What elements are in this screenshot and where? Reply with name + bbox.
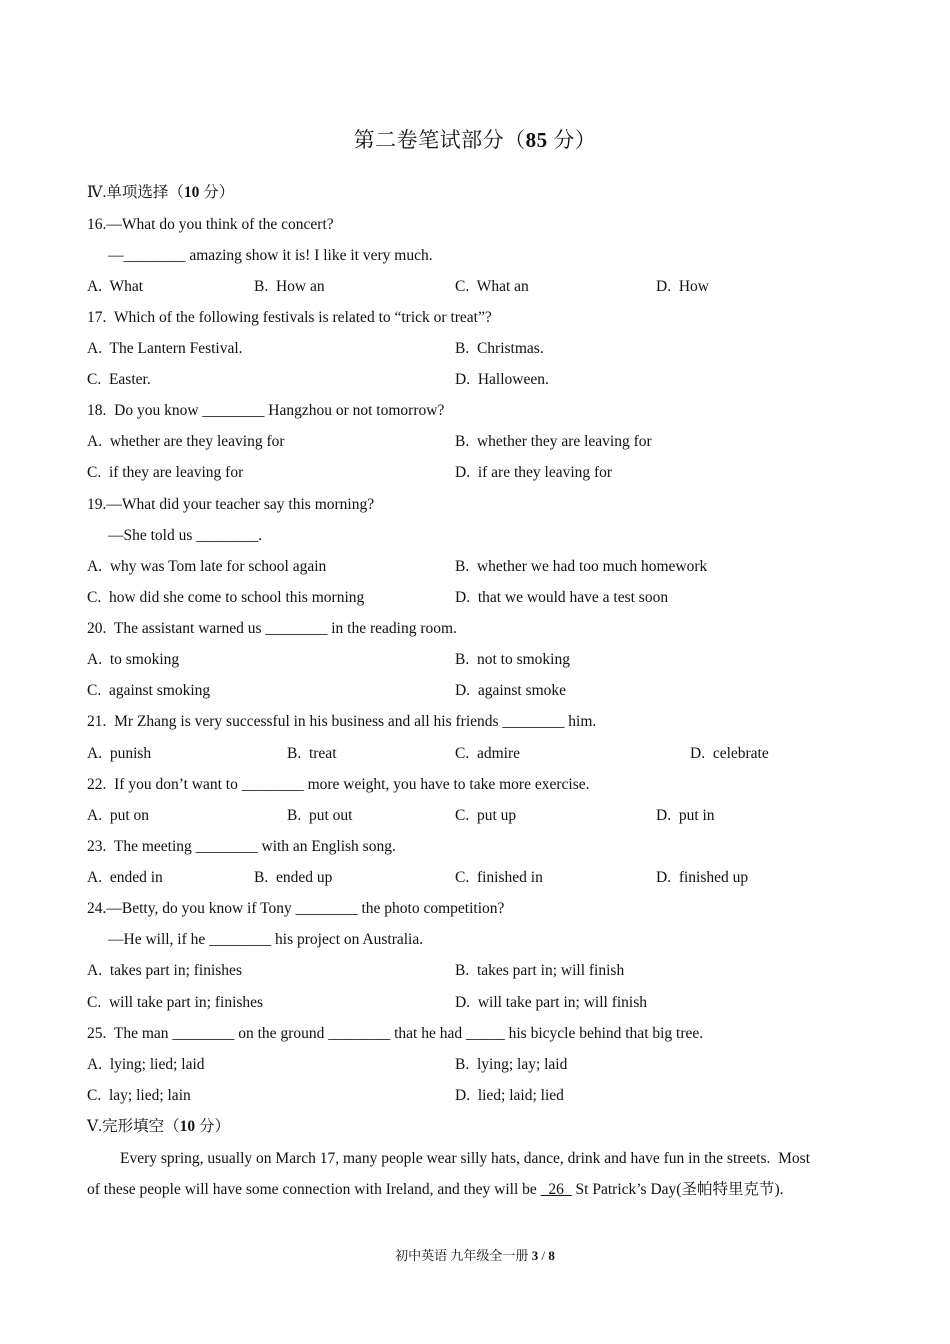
question-21-option-a: A. punish [87, 745, 152, 762]
question-19-option-b: B. whether we had too much homework [455, 558, 708, 575]
question-25-option-c: C. lay; lied; lain [87, 1087, 191, 1104]
question-24-stem-reply: —He will, if he ________ his project on Australia. [108, 931, 424, 948]
question-17-option-b: B. Christmas. [455, 340, 544, 357]
question-16-option-a: A. What [87, 278, 144, 295]
question-21-option-b: B. treat [287, 745, 337, 762]
question-16-option-d: D. How [656, 278, 709, 295]
question-25-option-a: A. lying; lied; laid [87, 1056, 205, 1073]
passage-line-1: Every spring, usually on March 17, many people wear silly hats, dance, drink and have fun in the streets. Most [120, 1150, 811, 1167]
question-25-stem: 25. The man ________ on the ground ________ that he had _____ his bicycle behind that big tree. [87, 1025, 704, 1042]
question-24-option-d: D. will take part in; will finish [455, 994, 648, 1011]
question-17-option-a: A. The Lantern Festival. [87, 340, 243, 357]
question-23-option-c: C. finished in [455, 869, 543, 886]
question-24-option-a: A. takes part in; finishes [87, 962, 242, 979]
question-25-option-d: D. lied; laid; lied [455, 1087, 564, 1104]
question-16-option-c: C. What an [455, 278, 529, 295]
question-17-option-c: C. Easter. [87, 371, 151, 388]
page-total: 8 [548, 1248, 555, 1263]
question-22-option-c: C. put up [455, 807, 517, 824]
question-20-stem: 20. The assistant warned us ________ in the reading room. [87, 620, 457, 637]
question-20-option-a: A. to smoking [87, 651, 180, 668]
question-24-stem: 24.—Betty, do you know if Tony ________ the photo competition? [87, 900, 505, 917]
question-23-stem: 23. The meeting ________ with an English song. [87, 838, 396, 855]
question-23-option-b: B. ended up [254, 869, 333, 886]
question-18-option-b: B. whether they are leaving for [455, 433, 652, 450]
question-23-option-a: A. ended in [87, 869, 163, 886]
question-19-stem-reply: —She told us ________. [108, 527, 263, 544]
question-22-stem: 22. If you don’t want to ________ more weight, you have to take more exercise. [87, 776, 590, 793]
question-18-option-a: A. whether are they leaving for [87, 433, 285, 450]
question-22-option-b: B. put out [287, 807, 353, 824]
page-title: 第二卷笔试部分（85 分） [353, 128, 597, 152]
question-17-stem: 17. Which of the following festivals is related to “trick or treat”? [87, 309, 492, 326]
question-21-stem: 21. Mr Zhang is very successful in his business and all his friends ________ him. [87, 713, 597, 730]
section-heading-multiple-choice: Ⅳ.单项选择（10 分） [87, 184, 235, 201]
question-18-stem: 18. Do you know ________ Hangzhou or not tomorrow? [87, 402, 445, 419]
question-16-stem-reply: —________ amazing show it is! I like it very much. [108, 247, 433, 264]
question-19-stem: 19.—What did your teacher say this morning? [87, 496, 375, 513]
question-21-option-c: C. admire [455, 745, 520, 762]
question-22-option-a: A. put on [87, 807, 149, 824]
cloze-blank-26: 26 [540, 1181, 572, 1198]
section-heading-cloze: Ⅴ.完形填空（10 分） [87, 1118, 230, 1135]
question-20-option-b: B. not to smoking [455, 651, 570, 668]
question-22-option-d: D. put in [656, 807, 715, 824]
question-23-option-d: D. finished up [656, 869, 749, 886]
question-25-option-b: B. lying; lay; laid [455, 1056, 568, 1073]
question-19-option-c: C. how did she come to school this morning [87, 589, 365, 606]
page-footer: 初中英语 九年级全一册 3 / 8 [395, 1248, 555, 1263]
question-24-option-c: C. will take part in; finishes [87, 994, 264, 1011]
question-18-option-d: D. if are they leaving for [455, 464, 613, 481]
question-24-option-b: B. takes part in; will finish [455, 962, 625, 979]
question-19-option-a: A. why was Tom late for school again [87, 558, 327, 575]
question-21-option-d: D. celebrate [690, 745, 769, 762]
question-16-stem: 16.—What do you think of the concert? [87, 216, 334, 233]
question-17-option-d: D. Halloween. [455, 371, 549, 388]
passage-line-2: of these people will have some connection with Ireland, and they will be 26 St Patrick’s Day(圣帕特里克节). [87, 1181, 784, 1198]
page-number: 3 [531, 1248, 539, 1263]
question-20-option-c: C. against smoking [87, 682, 211, 699]
question-19-option-d: D. that we would have a test soon [455, 589, 669, 606]
question-18-option-c: C. if they are leaving for [87, 464, 244, 481]
question-16-option-b: B. How an [254, 278, 325, 295]
question-20-option-d: D. against smoke [455, 682, 567, 699]
